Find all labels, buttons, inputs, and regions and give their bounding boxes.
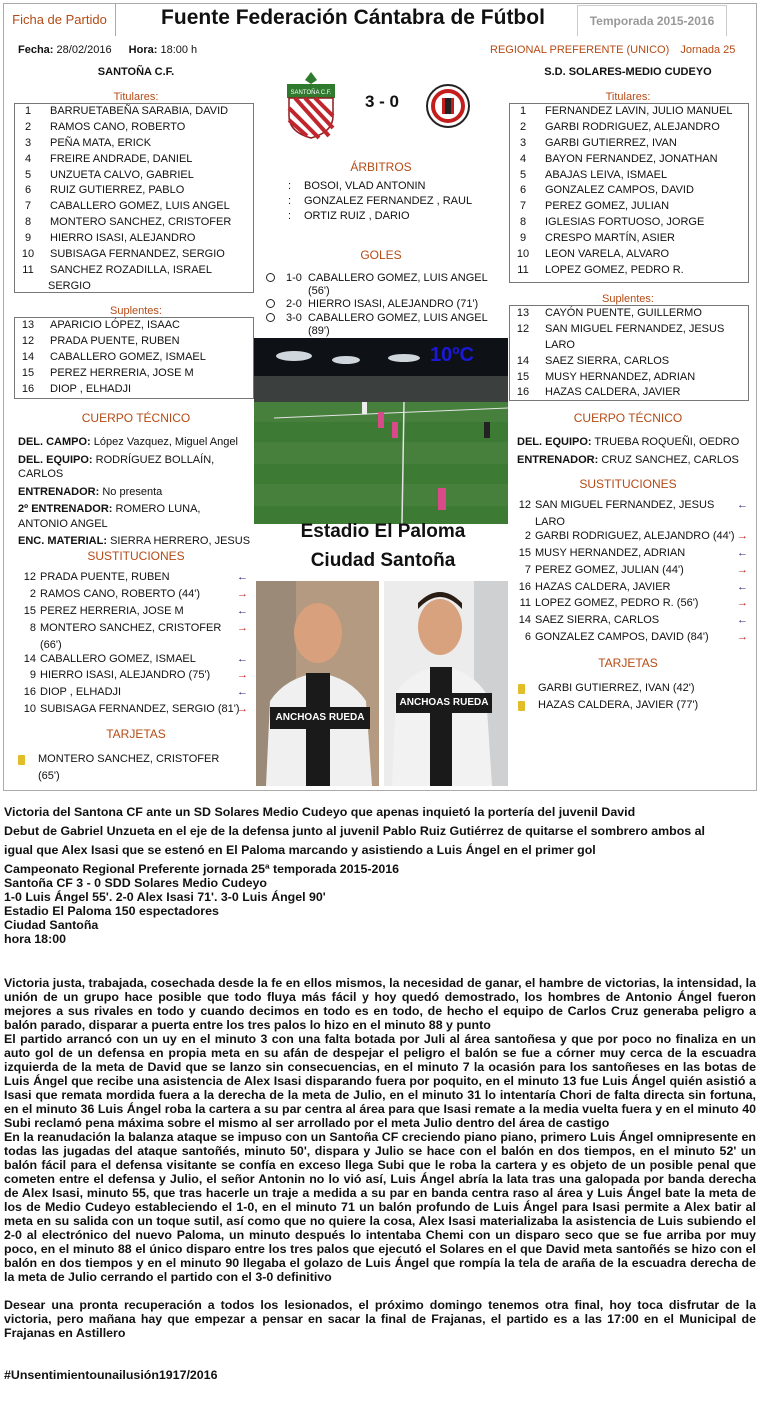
- shirt-number: 11: [519, 597, 531, 610]
- article-summary-line: Santoña CF 3 - 0 SDD Solares Medio Cudeyo: [4, 876, 268, 890]
- arbitros-list: [288, 179, 508, 224]
- player-name: BAYON FERNANDEZ, JONATHAN: [545, 152, 718, 165]
- substitution-row: [509, 595, 752, 612]
- shirt-number: 16: [23, 686, 36, 699]
- article-summary-line: Debut de Gabriel Unzueta en el eje de la defensa junto al juvenil Pablo Ruiz Gutiérrez de quitarse el sombrero ambos al: [4, 824, 705, 838]
- home-titulares-list: [14, 103, 254, 293]
- svg-text:SANTOÑA C.F.: SANTOÑA C.F.: [290, 90, 332, 96]
- player-name: UNZUETA CALVO, GABRIEL: [50, 168, 194, 181]
- staff-name: SIERRA HERRERO, JESUS: [110, 535, 251, 547]
- staff-name-cont: CARLOS: [18, 468, 64, 480]
- player-name: GONZALEZ CAMPOS, DAVID: [545, 184, 694, 197]
- goal-score: 2-0: [286, 298, 302, 310]
- article-summary-line: Victoria del Santona CF ante un SD Solares Medio Cudeyo que apenas inquietó la portería del juvenil David: [4, 805, 636, 819]
- staff-row: [18, 435, 254, 450]
- page-title: Fuente Federación Cántabra de Fútbol: [161, 6, 545, 29]
- article-paragraph-4: Desear una pronta recuperación a todos los lesionados, el próximo domingo tenemos otra final, hoy toca disfrutar de la victoria, pero mañana hay que empezar a pensar en sacar la final de Frajanas, el partido es a las 17:00 en el Municipal de Frajanas en Astillero: [4, 1298, 756, 1340]
- shirt-number: 5: [24, 168, 32, 181]
- shirt-number: 11: [22, 263, 34, 276]
- player-name: SAEZ SIERRA, CARLOS: [545, 354, 670, 367]
- substitution-row: [14, 620, 252, 637]
- ball-icon: [266, 313, 275, 322]
- substitution-row: [509, 545, 752, 562]
- article-summary-line: Estadio El Paloma 150 espectadores: [4, 904, 219, 918]
- referee-name: ORTIZ RUIZ , DARIO: [304, 210, 410, 222]
- substitution-row: [14, 701, 252, 718]
- player-name: PEÑA MATA, ERICK: [50, 136, 152, 149]
- staff-row: [18, 534, 254, 549]
- substitution-row: [509, 612, 752, 629]
- away-titulares-label: Titulares:: [605, 91, 651, 103]
- away-suplentes-label: Suplentes:: [602, 293, 654, 305]
- player-name: RAMOS CANO, ROBERTO: [50, 120, 186, 133]
- sub-in-arrow-icon: ←: [737, 546, 748, 559]
- season-label: Temporada 2015-2016: [577, 5, 727, 36]
- shirt-number: 12: [516, 322, 530, 335]
- staff-name: RODRÍGUEZ BOLLAÍN,: [95, 453, 215, 466]
- yellow-card-icon: [518, 684, 525, 694]
- hora-value: 18:00 h: [160, 44, 198, 56]
- player-name: SANCHEZ ROZADILLA, ISRAEL: [50, 263, 212, 276]
- goal-score: 3-0: [286, 312, 302, 324]
- player-name: LEON VARELA, ALVARO: [545, 248, 670, 261]
- shirt-number: 4: [519, 152, 527, 165]
- staff-row: [18, 485, 254, 500]
- shirt-number: 16: [518, 580, 531, 593]
- referee-row: [288, 194, 508, 209]
- hashtag[interactable]: #Unsentimientounailusión1917/2016: [4, 1368, 218, 1382]
- article-summary: [4, 805, 756, 946]
- player-name: HAZAS CALDERA, JAVIER: [545, 386, 681, 399]
- home-titular-row: [15, 104, 253, 120]
- article-summary-line: Campeonato Regional Preferente jornada 25ª temporada 2015-2016: [4, 862, 400, 876]
- home-cuerpo-list: [18, 435, 254, 552]
- card-row: [518, 682, 754, 699]
- player-name: BARRUETABEÑA SARABIA, DAVID: [50, 105, 229, 117]
- article-paragraph-3: En la reanudación la balanza ataque se impuso con un Santoña CF creciendo piano piano, primero Luis Ángel omnipresente en todas las jugadas del ataque santoñés, minuto 50', dispara y Julio se hace con el balón en dos tiempos, en el minuto 52' un balón fácil para el defensa visitante se confía en exceso llega Subi que le roba la cartera y es objeto de un posible penal que cometen entre el defensa y Julio, el señor Antonin no lo vió así, Luis Ángel abría la lata tras una galopada por banda derecha de Alex Isasi, minuto 55, que tras hacerle un traje a medida a su par en banda centra raso al área y Luis Ángel bate la meta de los de Medio Cudeyo estableciendo el 1-0, en el minuto 71 un balón profundo de Luis Ángel para Isasi permite a Alex batir al meta en su salida con un toque sutil, así como que no quiere la cosa, Alex Isasi materializaba la asistencia de Luis subiendo el 2-0 al electrónico del nuevo Paloma, un minuto después lo intentaba Chemi con un disparo seco que se fue arriba por muy poco, en el minuto 88 el único disparo entre los tres palos que ejecutó el Solares en el que David meta santoñés se hizo con el balón en dos tiempos y en el minuto 90 llegaba el golazo de Luis Ángel que rompía la tela de araña de la escuadra derecha de la meta de Julio cerrando el partido con el 3-0 definitivo: [4, 1130, 756, 1284]
- shirt-number: 9: [29, 669, 36, 682]
- substitution-row: [14, 651, 252, 668]
- away-titular-row: [510, 168, 748, 184]
- substitution-row: [509, 562, 752, 579]
- shirt-number: 3: [519, 136, 527, 149]
- staff-role: DEL. EQUIPO:: [517, 436, 592, 448]
- away-titulares-list: [509, 103, 749, 283]
- ball-icon: [266, 273, 275, 282]
- player-name: SUBISAGA FERNANDEZ, SERGIO (81'): [40, 703, 240, 716]
- staff-row: [18, 502, 254, 517]
- shirt-number: 10: [21, 248, 35, 261]
- away-suplente-row-cont: [510, 338, 748, 354]
- substitution-row: [14, 603, 252, 620]
- away-suplente-row: [510, 385, 748, 401]
- shirt-number: 15: [516, 370, 530, 383]
- temperature: 10ºC: [430, 344, 474, 366]
- score: 3 - 0: [364, 92, 400, 111]
- referee-name: BOSOI, VLAD ANTONIN: [304, 180, 426, 192]
- player-name: PEREZ GOMEZ, JULIAN (44'): [535, 563, 684, 576]
- yellow-card-icon: [18, 755, 25, 765]
- home-titular-row: [15, 183, 253, 199]
- shirt-number: 2: [24, 120, 32, 133]
- staff-row: [517, 453, 753, 468]
- player-name: GARBI RODRIGUEZ, ALEJANDRO: [545, 120, 720, 133]
- player-name: HAZAS CALDERA, JAVIER: [535, 580, 671, 593]
- shirt-number: 3: [24, 136, 32, 149]
- article-paragraph-2: El partido arrancó con un uy en el minuto 3 con una falta botada por Juli al área santoñesa y que por poco no finaliza en un auto gol de un defensa en propia meta en su afán de despejar el peligro el balón se fue a córner muy cerca de la escuadra izquierda de la meta de David que se lanzo sin consecuencias, en el minuto 7 la ocasión para los santoñeses en las botas de Luis Ángel que recibe una asistencia de Alex Isasi disparando fuera por poquito, en el minuto 13 fue Luis Ángel quién asistió a Isasi que remata mordida fuera a la derecha de la meta de Julio, en el minuto 31 lo intentaría Chori de falta directa sin fortuna, en el minuto 36 Luis Ángel roba la cartera a su par centra al área para que Isasi remate a la media vuelta fuera y en el minuto 40 Subi reclamó pena máxima sobre el mismo al ser arrollado por el meta Julio dentro del área de castigo: [4, 1032, 756, 1130]
- player-photo-2: [384, 581, 508, 786]
- player-name: LOPEZ GOMEZ, PEDRO R.: [545, 263, 684, 276]
- player-name: GONZALEZ CAMPOS, DAVID (84'): [535, 631, 709, 644]
- substitution-row-cont: [509, 514, 752, 528]
- article-body: [4, 976, 756, 1382]
- player-name-cont: LARO: [545, 338, 575, 351]
- shirt-number: 8: [24, 216, 32, 229]
- shirt-number: 12: [518, 499, 531, 511]
- substitution-row: [509, 579, 752, 596]
- shirt-number: 15: [23, 604, 36, 617]
- staff-role: ENTRENADOR:: [18, 485, 100, 498]
- goles-label: GOLES: [360, 248, 402, 262]
- player-name: SAEZ SIERRA, CARLOS: [535, 614, 660, 627]
- hora-label: Hora:: [128, 44, 158, 56]
- sub-out-arrow-icon: →: [737, 597, 748, 610]
- player-name: GARBI RODRIGUEZ, ALEJANDRO (44'): [535, 529, 735, 542]
- away-suplente-row: [510, 322, 748, 338]
- home-suplente-row: [15, 318, 253, 334]
- sub-in-arrow-icon: ←: [237, 686, 248, 699]
- staff-role: 2º ENTRENADOR:: [18, 503, 113, 515]
- player-name: ABAJAS LEIVA, ISMAEL: [545, 168, 668, 181]
- substitution-row: [14, 569, 252, 586]
- player-name: IGLESIAS FORTUOSO, JORGE: [545, 216, 705, 229]
- substitution-row: [14, 684, 252, 701]
- player-name: MONTERO SANCHEZ, CRISTOFER: [40, 621, 222, 634]
- goal-scorer: CABALLERO GOMEZ, LUIS ANGEL: [308, 312, 488, 324]
- player-name: HIERRO ISASI, ALEJANDRO (75'): [40, 669, 211, 682]
- shirt-number: 16: [516, 386, 530, 399]
- home-sust-label: SUSTITUCIONES: [87, 549, 185, 563]
- shirt-number: 5: [519, 168, 527, 181]
- home-team-name: SANTOÑA C.F.: [97, 66, 175, 78]
- home-suplente-row: [15, 382, 253, 398]
- player-name: PEREZ HERRERIA, JOSE M: [40, 604, 184, 617]
- goal-row: [266, 271, 506, 285]
- home-titular-row: [15, 231, 253, 247]
- player-name: APARICIO LÓPEZ, ISAAC: [50, 319, 180, 331]
- away-titular-row: [510, 263, 748, 279]
- shirt-number: 16: [21, 382, 35, 395]
- card-row-cont: [18, 770, 254, 784]
- staff-name: CRUZ SANCHEZ, CARLOS: [601, 453, 739, 466]
- player-name: HIERRO ISASI, ALEJANDRO: [50, 232, 196, 245]
- player-name: GARBI GUTIERREZ, IVAN: [545, 136, 677, 149]
- referee-row: [288, 209, 508, 224]
- staff-name: López Vazquez, Miguel Angel: [93, 436, 238, 448]
- home-titulares-label: Titulares:: [113, 91, 159, 103]
- sub-out-arrow-icon: →: [237, 587, 248, 600]
- stadium-photo: [254, 338, 508, 524]
- player-name: DIOP , ELHADJI: [40, 686, 122, 699]
- shirt-number: 15: [21, 366, 35, 379]
- shirt-number: 13: [516, 307, 530, 319]
- shirt-number: 14: [23, 652, 36, 665]
- stadium-city: Ciudad Santoña: [310, 550, 456, 571]
- home-sust-list: [14, 569, 252, 718]
- player-name: PEREZ GOMEZ, JULIAN: [545, 200, 670, 213]
- stadium-name: Estadio El Paloma: [300, 521, 466, 542]
- shirt-number: 4: [24, 152, 32, 165]
- player-name-cont: LARO: [535, 515, 565, 528]
- player-name: CAYÓN PUENTE, GUILLERMO: [545, 307, 702, 319]
- substitution-row: [509, 497, 752, 514]
- shirt-number: 7: [524, 563, 531, 576]
- goal-minute-row: [266, 285, 506, 297]
- article-paragraph-1: Victoria justa, trabajada, cosechada desde la fe en ellos mismos, la necesidad de ganar, el hambre de victorias, la intensidad, la unión de un grupo hace posible que todo fluya más fácil y hoy quedó demostrado, los hombres de Antonio Ángel fueron mejores a sus rivales en todo y cuando decimos en todo es en todo, de hecho el equipo de Carlos Cruz generaba peligro a balón parado, disparar a puerta entre los tres palos lo hizo en el minuto 88 y punto: [4, 976, 756, 1032]
- substitution-row: [14, 586, 252, 603]
- staff-role: DEL. EQUIPO:: [18, 453, 93, 466]
- sub-in-arrow-icon: ←: [737, 499, 748, 511]
- player-name: GARBI GUTIERREZ, IVAN (42'): [538, 682, 695, 694]
- tab-ficha-partido[interactable]: Ficha de Partido: [3, 3, 116, 36]
- away-titular-row: [510, 199, 748, 215]
- shirt-number: 11: [517, 263, 529, 276]
- goal-row: [266, 311, 506, 325]
- home-titular-row: [15, 168, 253, 184]
- article-summary-line: hora 18:00: [4, 932, 66, 946]
- player-name: MONTERO SANCHEZ, CRISTOFER: [38, 753, 220, 765]
- sub-out-arrow-icon: →: [237, 703, 248, 716]
- player-name: CABALLERO GOMEZ, LUIS ANGEL: [50, 200, 230, 213]
- away-titular-row: [510, 231, 748, 247]
- substitution-row: [14, 667, 252, 684]
- referee-row: [288, 179, 508, 194]
- jornada: Jornada 25: [680, 44, 736, 56]
- home-titular-row: [15, 136, 253, 152]
- staff-name: TRUEBA ROQUEÑI, OEDRO: [594, 436, 740, 448]
- referee-colon: :: [288, 195, 292, 207]
- competition: REGIONAL PREFERENTE (UNICO): [490, 44, 670, 56]
- player-name-cont: (66'): [40, 638, 62, 651]
- player-name: FERNANDEZ LAVIN, JULIO MANUEL: [545, 105, 733, 117]
- sub-in-arrow-icon: ←: [737, 580, 748, 593]
- shirt-number: 7: [24, 200, 32, 213]
- goal-scorer: HIERRO ISASI, ALEJANDRO (71'): [308, 298, 479, 310]
- away-suplente-row: [510, 370, 748, 386]
- substitution-row-cont: [14, 637, 252, 651]
- goal-score: 1-0: [286, 272, 302, 284]
- sub-out-arrow-icon: →: [737, 631, 748, 644]
- home-titular-row: [15, 247, 253, 263]
- home-suplente-row: [15, 366, 253, 382]
- player-name: MONTERO SANCHEZ, CRISTOFER: [50, 216, 232, 229]
- away-titular-row: [510, 215, 748, 231]
- shirt-number: 6: [519, 184, 527, 197]
- home-titular-row-cont: [15, 279, 253, 295]
- shirt-number: 14: [516, 354, 530, 367]
- away-suplente-row: [510, 306, 748, 322]
- home-suplente-row: [15, 334, 253, 350]
- away-tarjetas-list: [518, 682, 754, 716]
- shirt-number: 1: [24, 105, 32, 117]
- goal-minute: (56'): [308, 285, 330, 297]
- sub-in-arrow-icon: ←: [237, 571, 248, 583]
- yellow-card-icon: [518, 701, 525, 711]
- date-line: [18, 44, 197, 56]
- substitution-row: [509, 528, 752, 545]
- shirt-number: 14: [21, 350, 35, 363]
- card-row: [18, 753, 254, 770]
- fecha-label: Fecha:: [18, 44, 54, 56]
- player-name: CRESPO MARTÍN, ASIER: [545, 232, 675, 245]
- home-suplentes-list: [14, 317, 254, 399]
- referee-colon: :: [288, 180, 292, 192]
- player-name: FREIRE ANDRADE, DANIEL: [50, 152, 193, 165]
- player-name: HAZAS CALDERA, JAVIER (77'): [538, 699, 699, 711]
- shirt-number: 14: [518, 614, 531, 627]
- player-name: SUBISAGA FERNANDEZ, SERGIO: [50, 248, 225, 261]
- shirt-number: 9: [519, 232, 527, 245]
- shirt-number: 10: [516, 248, 530, 261]
- staff-name-cont: ANTONIO ANGEL: [18, 517, 108, 530]
- away-team-name: S.D. SOLARES-MEDIO CUDEYO: [544, 66, 712, 78]
- away-suplente-row: [510, 354, 748, 370]
- shirt-number: 15: [518, 546, 531, 559]
- shirt-number: 9: [24, 232, 32, 245]
- shirt-number: 12: [21, 334, 35, 347]
- shirt-number: 6: [524, 631, 531, 644]
- home-tarjetas-label: TARJETAS: [106, 727, 166, 741]
- player-name-cont: SERGIO: [48, 279, 91, 292]
- shirt-number: 8: [519, 216, 527, 229]
- sub-out-arrow-icon: →: [237, 621, 248, 634]
- player-name: RUIZ GUTIERREZ, PABLO: [50, 184, 185, 197]
- home-suplente-row: [15, 350, 253, 366]
- away-titular-row: [510, 152, 748, 168]
- home-titular-row: [15, 215, 253, 231]
- player-name: MUSY HERNANDEZ, ADRIAN: [545, 370, 696, 383]
- sub-out-arrow-icon: →: [737, 563, 748, 576]
- home-titular-row: [15, 120, 253, 136]
- staff-row: [517, 435, 753, 450]
- away-titular-row: [510, 120, 748, 136]
- article-summary-line: Ciudad Santoña: [4, 918, 99, 932]
- sub-out-arrow-icon: →: [737, 529, 748, 542]
- player-name: CABALLERO GOMEZ, ISMAEL: [50, 350, 206, 363]
- away-titular-row: [510, 104, 748, 120]
- shirt-number: 13: [21, 319, 35, 331]
- away-suplentes-list: [509, 305, 749, 401]
- away-sust-list: [509, 497, 752, 646]
- away-titular-row: [510, 247, 748, 263]
- away-sust-label: SUSTITUCIONES: [579, 477, 677, 491]
- goal-minute-row: [266, 325, 506, 337]
- player-name: SAN MIGUEL FERNANDEZ, JESUS: [535, 499, 715, 511]
- arbitros-label: ÁRBITROS: [350, 160, 412, 174]
- shirt-number: 12: [23, 571, 36, 583]
- goal-scorer: CABALLERO GOMEZ, LUIS ANGEL: [308, 272, 488, 284]
- sub-out-arrow-icon: →: [237, 669, 248, 682]
- substitution-row: [509, 629, 752, 646]
- away-tarjetas-label: TARJETAS: [598, 656, 658, 670]
- home-suplentes-label: Suplentes:: [110, 305, 162, 317]
- shirt-number: 7: [519, 200, 527, 213]
- player-name: PEREZ HERRERIA, JOSE M: [50, 366, 194, 379]
- sub-in-arrow-icon: ←: [737, 614, 748, 627]
- sub-in-arrow-icon: ←: [237, 652, 248, 665]
- player-name: LOPEZ GOMEZ, PEDRO R. (56'): [535, 597, 699, 610]
- shirt-sponsor-1: ANCHOAS RUEDA: [275, 712, 365, 723]
- home-crest-icon: [281, 70, 341, 140]
- shirt-number: 2: [519, 120, 527, 133]
- home-titular-row: [15, 152, 253, 168]
- goal-minute: (89'): [308, 325, 330, 337]
- player-name: DIOP , ELHADJI: [50, 382, 132, 395]
- staff-role: DEL. CAMPO:: [18, 436, 91, 448]
- player-name: PRADA PUENTE, RUBEN: [40, 571, 170, 583]
- shirt-number: 2: [29, 587, 36, 600]
- away-titular-row: [510, 136, 748, 152]
- home-tarjetas-list: [18, 753, 254, 784]
- staff-name: No presenta: [102, 485, 163, 498]
- away-cuerpo-label: CUERPO TÉCNICO: [573, 411, 683, 425]
- player-name: RAMOS CANO, ROBERTO (44'): [40, 587, 200, 600]
- goal-row: [266, 297, 506, 311]
- player-name: CABALLERO GOMEZ, ISMAEL: [40, 652, 196, 665]
- referee-name: GONZALEZ FERNANDEZ , RAUL: [304, 195, 473, 207]
- away-titular-row: [510, 183, 748, 199]
- staff-name: ROMERO LUNA,: [115, 503, 201, 515]
- card-row: [518, 699, 754, 716]
- shirt-sponsor-2: ANCHOAS RUEDA: [399, 697, 489, 708]
- article-summary-line: 1-0 Luis Ángel 55'. 2-0 Alex Isasi 71'. 3-0 Luis Ángel 90': [4, 890, 326, 904]
- goles-list: [266, 271, 506, 337]
- player-name-cont: (65'): [38, 770, 60, 782]
- article-summary-line: igual que Alex Isasi que se estenó en El Paloma marcando y asistiendo a Luis Ángel en el primer gol: [4, 843, 596, 857]
- home-titular-row: [15, 199, 253, 215]
- player-name: PRADA PUENTE, RUBEN: [50, 334, 180, 347]
- shirt-number: 10: [23, 703, 36, 716]
- shirt-number: 8: [29, 621, 36, 634]
- shirt-number: 2: [524, 529, 531, 542]
- player-photo-1: [256, 581, 379, 786]
- player-name: MUSY HERNANDEZ, ADRIAN: [535, 546, 686, 559]
- home-titular-row: [15, 263, 253, 279]
- away-cuerpo-list: [517, 435, 753, 470]
- competition-line: [490, 44, 735, 56]
- shirt-number: 1: [519, 105, 527, 117]
- referee-colon: :: [288, 210, 292, 222]
- sub-in-arrow-icon: ←: [237, 604, 248, 617]
- staff-role: ENTRENADOR:: [517, 453, 599, 466]
- staff-row: [18, 453, 254, 468]
- fecha-value: 28/02/2016: [56, 44, 112, 56]
- away-crest-icon: [424, 82, 472, 130]
- staff-role: ENC. MATERIAL:: [18, 535, 108, 547]
- home-cuerpo-label: CUERPO TÉCNICO: [81, 411, 191, 425]
- player-name: SAN MIGUEL FERNANDEZ, JESUS: [545, 322, 725, 335]
- shirt-number: 6: [24, 184, 32, 197]
- ball-icon: [266, 299, 275, 308]
